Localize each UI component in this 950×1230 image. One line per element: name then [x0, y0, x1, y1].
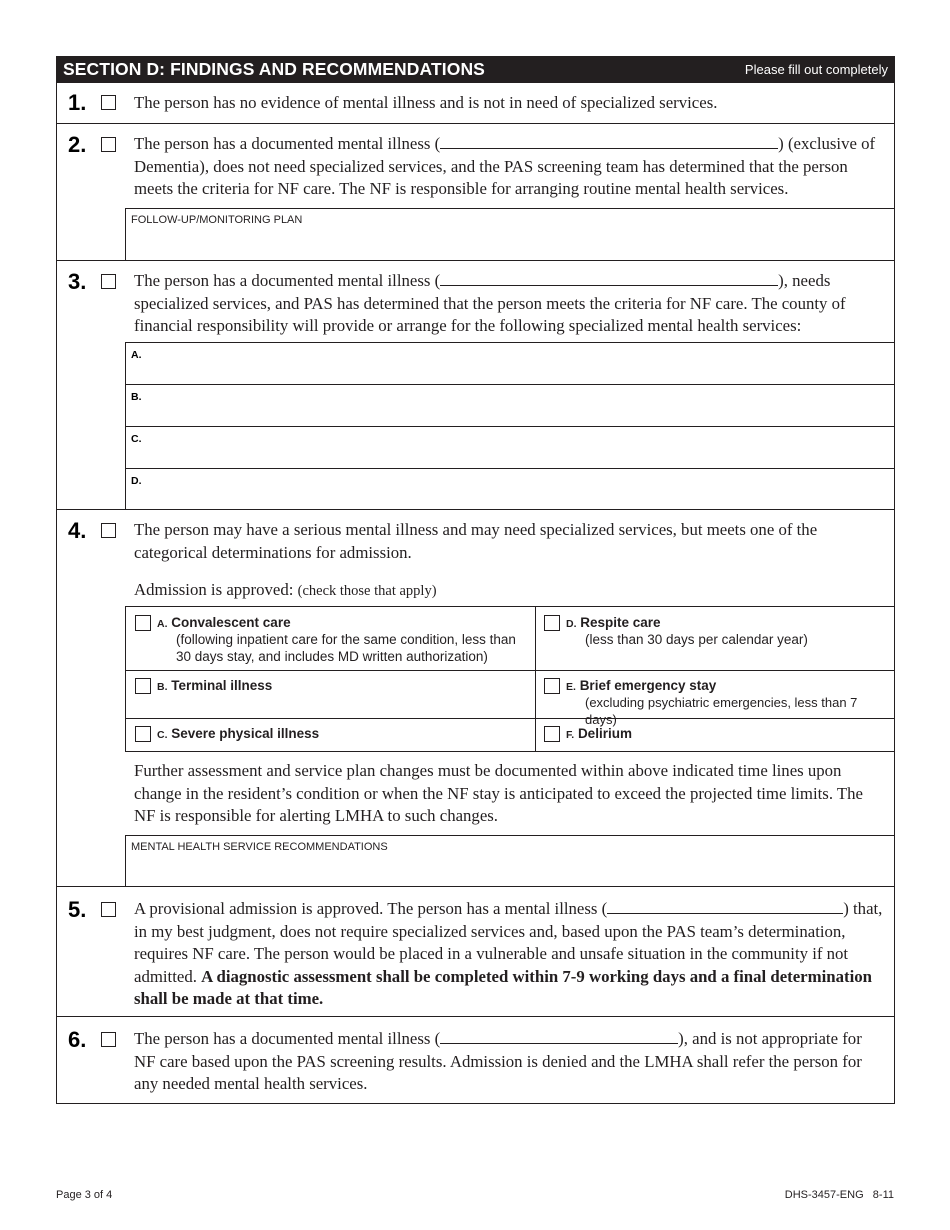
item-6-text	[134, 1028, 886, 1096]
item-3-text-rest: specialized services, and PAS has determined that the person meets the criteria for NF care. The county of financial responsibility will provide or arrange for the following specialized mental health services:	[134, 293, 846, 335]
option-checkbox[interactable]	[135, 615, 151, 631]
item-2-text	[134, 133, 886, 201]
item-4-text: The person may have a serious mental illness and may need specialized services, but meets one of the categorical determinations for admission.	[134, 520, 818, 562]
service-line-c[interactable]	[125, 426, 895, 469]
diagnosis-blank[interactable]	[607, 901, 843, 914]
service-line-label: D.	[131, 475, 142, 487]
item-number: 3.	[68, 269, 87, 294]
item-5	[56, 887, 895, 1017]
section-title: SECTION D: FINDINGS AND RECOMMENDATIONS	[63, 59, 485, 79]
service-line-a[interactable]	[125, 342, 895, 385]
item-2-text-start: The person has a documented mental illness (	[134, 134, 441, 153]
item-3-text	[134, 270, 886, 338]
item-3-text-start: The person has a documented mental illness (	[134, 271, 441, 290]
item-number: 2.	[68, 132, 87, 157]
section-d-form	[56, 56, 895, 1104]
item-5-text-mid: )	[843, 899, 849, 918]
mh-service-recommendations-field[interactable]	[125, 835, 895, 887]
service-line-label: A.	[131, 349, 142, 361]
service-line-label: B.	[131, 391, 142, 403]
item-2	[56, 124, 895, 261]
item-5-checkbox[interactable]	[101, 902, 116, 917]
section-note: Please fill out completely	[744, 62, 888, 77]
mh-service-recommendations-label: MENTAL HEALTH SERVICE RECOMMENDATIONS	[131, 841, 388, 853]
option-checkbox[interactable]	[135, 726, 151, 742]
item-3	[56, 261, 895, 510]
option-detail: (following inpatient care for the same condition, less than 30 days stay, and includes MD written authorization)	[176, 632, 516, 664]
diagnosis-blank[interactable]	[440, 273, 778, 286]
item-6	[56, 1017, 895, 1104]
option-title: A. Convalescent care	[157, 615, 291, 630]
item-4-checkbox[interactable]	[101, 523, 116, 538]
item-number: 1.	[68, 90, 87, 115]
item-5-text-bold: A diagnostic assessment shall be completed within 7-9 working days and a final determination shall be made at that time.	[134, 966, 872, 1008]
admission-options-grid	[125, 606, 895, 752]
option-detail: (less than 30 days per calendar year)	[585, 632, 808, 647]
item-number: 5.	[68, 897, 87, 922]
item-5-text-rest: that, in my best judgment, does not require specialized services and, based upon the PAS team’s determination, requires NF care. The person would be placed in a vulnerable and unsafe situation in the community if not admitted.	[134, 899, 883, 986]
option-delirium[interactable]	[535, 718, 895, 753]
option-respite-care[interactable]	[535, 607, 895, 670]
item-1-text: The person has no evidence of mental illness and is not in need of specialized services.	[134, 93, 718, 112]
admission-hint: (check those that apply)	[297, 583, 437, 599]
item-number: 6.	[68, 1027, 87, 1052]
item-6-text-mid: ), and is not appropriate	[678, 1029, 839, 1048]
service-line-label: C.	[131, 433, 142, 445]
option-title: F. Delirium	[566, 726, 632, 741]
item-2-checkbox[interactable]	[101, 137, 116, 152]
option-title: C. Severe physical illness	[157, 726, 320, 741]
follow-up-plan-field[interactable]	[125, 208, 895, 261]
item-4	[56, 510, 895, 887]
item-6-text-rest: for NF care based upon the PAS screening results. Admission is denied and the LMHA shall refer the person for any needed mental health services.	[134, 1029, 862, 1093]
further-assessment-text: Further assessment and service plan changes must be documented within above indicated time lines upon change in the resident’s condition or when the NF stay is anticipated to exceed the projected time limits. The NF is responsible for alerting LMHA to such changes.	[134, 761, 864, 825]
option-checkbox[interactable]	[135, 678, 151, 694]
item-2-text-rest: of Dementia), does not need specialized services, and the PAS screening team has determined that the person meets the criteria for NF care. The NF is responsible for arranging routine mental health services.	[134, 134, 876, 198]
option-checkbox[interactable]	[544, 678, 560, 694]
option-checkbox[interactable]	[544, 726, 560, 742]
item-1-checkbox[interactable]	[101, 95, 116, 110]
service-line-b[interactable]	[125, 384, 895, 427]
diagnosis-blank[interactable]	[440, 136, 778, 149]
item-1	[56, 83, 895, 124]
item-6-checkbox[interactable]	[101, 1032, 116, 1047]
option-title: D. Respite care	[566, 615, 661, 630]
diagnosis-blank[interactable]	[440, 1031, 678, 1044]
item-3-text-mid: ), needs	[778, 271, 831, 290]
item-number: 4.	[68, 518, 87, 543]
option-checkbox[interactable]	[544, 615, 560, 631]
item-5-text-start: A provisional admission is approved. The person has a mental illness (	[134, 899, 608, 918]
form-id: DHS-3457-ENG 8-11	[784, 1189, 894, 1201]
item-5-text	[134, 898, 886, 1011]
option-title: E. Brief emergency stay	[566, 678, 717, 693]
option-severe-physical-illness[interactable]	[126, 718, 535, 753]
section-header	[56, 56, 895, 83]
option-brief-emergency-stay[interactable]	[535, 670, 895, 727]
option-terminal-illness[interactable]	[126, 670, 535, 718]
option-convalescent-care[interactable]	[126, 607, 535, 670]
follow-up-plan-label: FOLLOW-UP/MONITORING PLAN	[131, 214, 303, 226]
page-number: Page 3 of 4	[56, 1189, 113, 1201]
admission-label: Admission is approved:	[134, 580, 294, 599]
service-line-d[interactable]	[125, 468, 895, 510]
option-title: B. Terminal illness	[157, 678, 273, 693]
option-detail: (excluding psychiatric emergencies, less than 7 days)	[585, 695, 858, 727]
item-2-text-mid: ) (exclusive	[778, 134, 857, 153]
admission-approved-line	[134, 579, 886, 603]
item-3-checkbox[interactable]	[101, 274, 116, 289]
item-6-text-start: The person has a documented mental illness (	[134, 1029, 441, 1048]
